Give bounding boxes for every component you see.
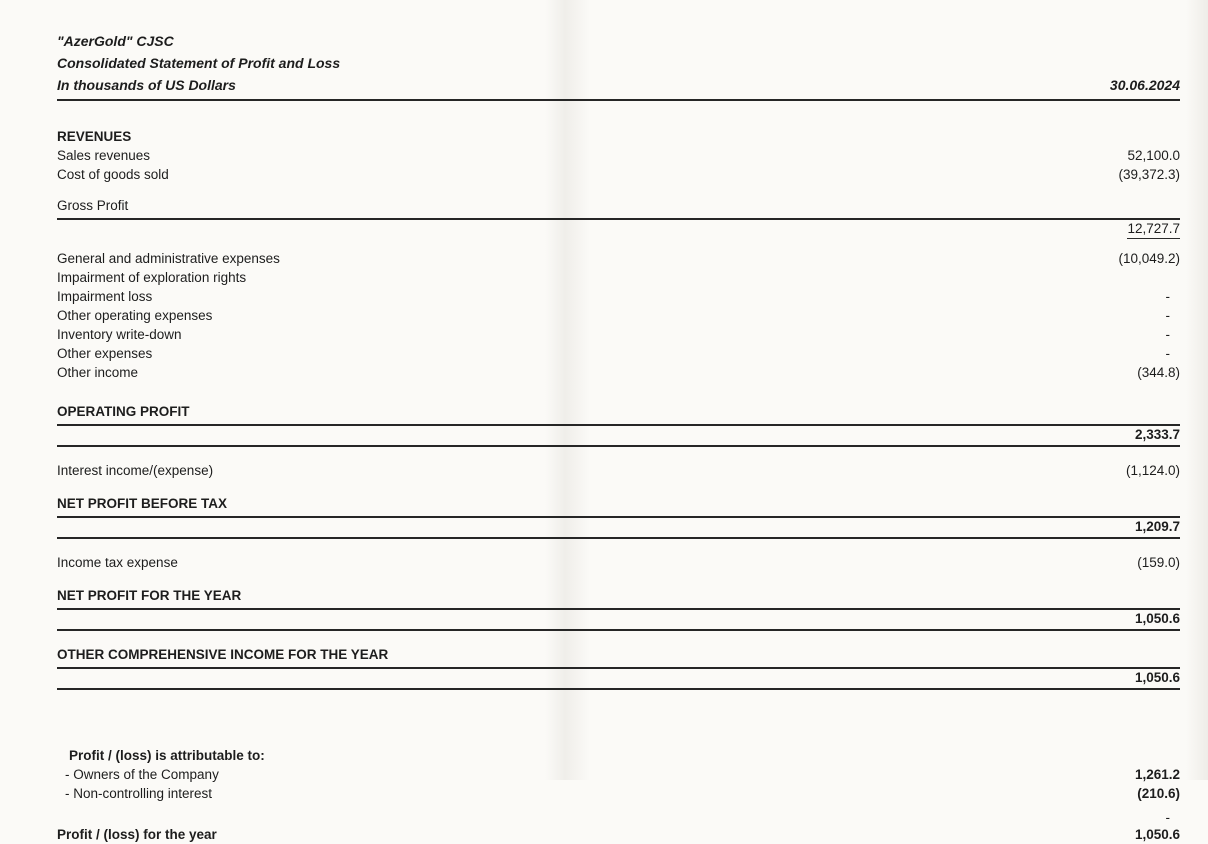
row-other-operating-expenses [57,306,1180,325]
row-profit-loss-for-year [57,825,1180,844]
scan-artifact-edge [1186,0,1208,780]
row-label: Interest income/(expense) [57,463,214,478]
row-label: Other income [57,365,139,380]
row-label: NET PROFIT BEFORE TAX [57,494,1180,518]
row-inventory-write-down [57,325,1180,344]
company-name: "AzerGold" CJSC [57,33,174,49]
row-sales-revenues [57,146,1180,165]
row-label: Profit / (loss) for the year [57,827,217,842]
row-label: Income tax expense [57,555,178,570]
row-other-expenses [57,344,1180,363]
row-label: Gross Profit [57,196,1180,220]
row-value: (344.8) [1137,365,1180,380]
statement-title: Consolidated Statement of Profit and Loss [57,55,341,71]
row-income-tax-expense [57,553,1180,572]
row-other-comprehensive-income [57,645,1180,690]
operating-items-block [57,249,1180,382]
row-value: 52,100.0 [1127,148,1180,163]
row-label: NET PROFIT FOR THE YEAR [57,586,1180,610]
statement-page [57,30,1180,844]
row-value: 1,050.6 [57,610,1180,631]
period-date: 30.06.2024 [1109,77,1180,93]
row-value: 12,727.7 [57,220,1180,239]
row-value: - [1165,810,1170,825]
row-label: - Non-controlling interest [65,786,213,801]
row-value: (10,049.2) [1118,251,1180,266]
row-label: Other expenses [57,346,153,361]
row-label: OTHER COMPREHENSIVE INCOME FOR THE YEAR [57,645,1180,669]
row-label: Cost of goods sold [57,167,169,182]
header-rule-row [57,74,1180,101]
row-label: Impairment loss [57,289,153,304]
row-general-admin-expenses [57,249,1180,268]
row-impairment-loss [57,287,1180,306]
row-label: - Owners of the Company [65,767,219,782]
row-label: OPERATING PROFIT [57,402,1180,426]
row-label: Other operating expenses [57,308,213,323]
row-interest-income-expense [57,461,1180,480]
row-impairment-exploration-rights [57,268,1180,287]
section-header-revenues: REVENUES [57,129,132,144]
row-gross-profit [57,196,1180,239]
row-attribution-dash [57,811,1180,825]
row-value: (1,124.0) [1125,463,1180,478]
row-other-income [57,363,1180,382]
row-value: (159.0) [1137,555,1180,570]
row-label: General and administrative expenses [57,251,280,266]
row-value: 1,050.6 [1134,827,1180,842]
attribution-block [57,746,1180,844]
row-cost-of-goods-sold [57,165,1180,184]
row-value: - [1165,327,1170,342]
document-header [57,30,1180,101]
row-value: 1,261.2 [1134,767,1180,782]
row-value: - [1165,289,1170,304]
row-owners-of-company [57,765,1180,784]
row-value: (210.6) [1137,786,1180,801]
row-value: - [1165,308,1170,323]
row-label: Impairment of exploration rights [57,270,247,285]
row-value: 2,333.7 [57,426,1180,447]
row-value: 1,209.7 [57,518,1180,539]
row-label: Sales revenues [57,148,151,163]
row-value: - [1165,346,1170,361]
row-value: 1,050.6 [57,669,1180,690]
row-value: (39,372.3) [1118,167,1180,182]
row-non-controlling-interest [57,784,1180,803]
row-net-profit-before-tax [57,494,1180,539]
row-operating-profit [57,402,1180,447]
row-net-profit-for-year [57,586,1180,631]
row-label: Inventory write-down [57,327,182,342]
currency-note: In thousands of US Dollars [57,77,236,93]
attribution-heading: Profit / (loss) is attributable to: [69,748,265,763]
